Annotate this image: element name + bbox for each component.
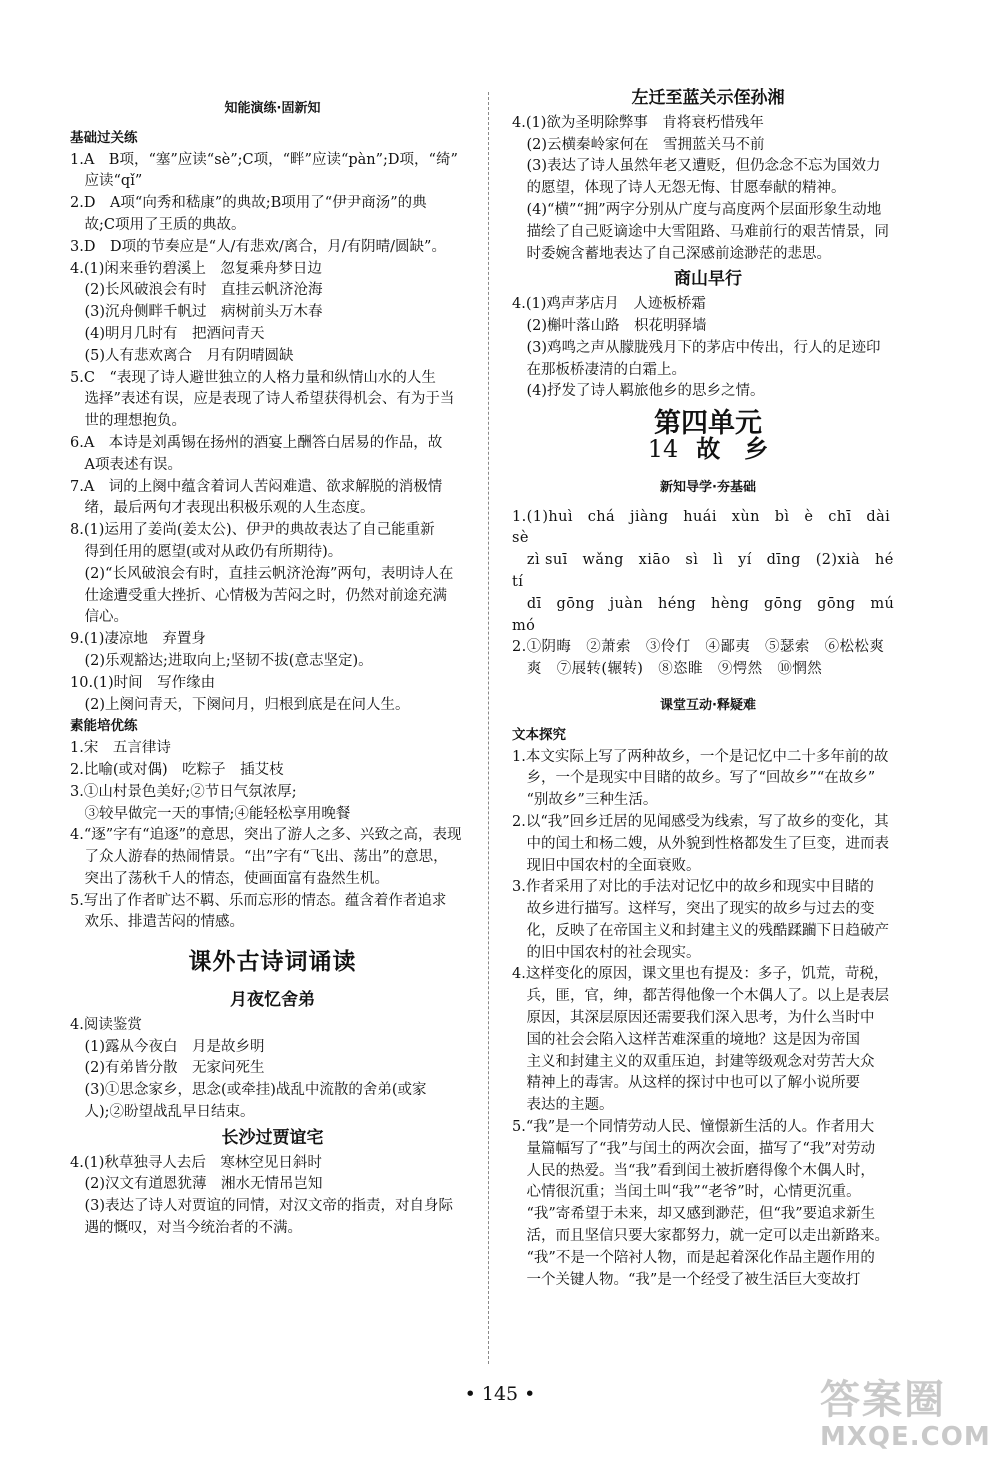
answer-line: 中的闰土和杨二嫂，从外貌到性格都发生了巨变，进而表 (512, 835, 889, 852)
answer-line: 4.(1)欲为圣明除弊事 肯将衰朽惜残年 (512, 114, 764, 131)
answer-line: 的愿望，体现了诗人无怨无悔、甘愿奉献的精神。 (512, 180, 846, 197)
answer-line: (3)表达了诗人虽然年老又遭贬，但仍念念不忘为国效力 (512, 158, 881, 175)
answer-line: 现旧中国农村的全面衰败。 (512, 857, 701, 874)
answer-line: 化，反映了在帝国主义和封建主义的残酷蹂躏下日趋破产 (512, 922, 889, 939)
lesson-number: 14 (647, 434, 679, 463)
answer-line: (5)人有悲欢离合 月有阴晴圆缺 (70, 347, 294, 364)
answer-line: 7.A 词的上阕中蕴含着词人苦闷难遣、欲求解脱的消极情 (70, 478, 443, 495)
answer-line: 原因，其深层原因还需要我们深入思考，为什么当时中 (512, 1010, 875, 1027)
poem-answers-changsha (70, 1153, 475, 1240)
answer-line: (3)沉舟侧畔千帆过 病树前头万木春 (70, 304, 323, 321)
advanced-answer-list (70, 738, 475, 934)
poem-title-shangshan: 商山早行 (674, 269, 742, 290)
answer-line: 爽 ⑦展转(辗转) ⑧恣睢 ⑨愕然 ⑩惘然 (512, 661, 823, 678)
answer-line: 4.(1)闲来垂钓碧溪上 忽复乘舟梦日边 (70, 260, 322, 277)
answer-line: 5.“我”是一个同情劳动人民、憧憬新生活的人。作者用大 (512, 1119, 875, 1136)
answer-line: 2.D A项“向秀和嵇康”的典故;B项用了“伊尹商汤”的典 (70, 195, 427, 212)
answer-line: (3)表达了诗人对贾谊的同情，对汉文帝的指责，对自身际 (70, 1198, 454, 1215)
poem-answers-shangshan (512, 294, 904, 403)
answer-line: (4)明月几时有 把酒问青天 (70, 325, 265, 342)
watermark-bottom-text: MXQE.COM (820, 1422, 991, 1452)
answer-line: 人);②盼望战乱早日结束。 (70, 1104, 255, 1121)
column-divider (488, 92, 489, 1364)
page-number: • 145 • (464, 1383, 536, 1405)
answer-line: 兵，匪，官，绅，都苦得他像一个木偶人了。以上是表层 (512, 988, 889, 1005)
answer-line: 2.比喻(或对偶) 吃粽子 插艾枝 (70, 761, 284, 778)
answer-line: (4)抒发了诗人羁旅他乡的思乡之情。 (512, 383, 765, 400)
answer-line: 精神上的毒害。从这样的探讨中也可以了解小说所要 (512, 1075, 860, 1092)
answer-line: 故乡进行描写。这样写，突出了现实的故乡与过去的变 (512, 901, 875, 918)
answer-line: (2)长风破浪会有时 直挂云帆济沧海 (70, 282, 323, 299)
answer-line: (3)鸡鸣之声从朦胧残月下的茅店中传出，行人的足迹印 (512, 339, 881, 356)
extra-reading-title: 课外古诗词诵读 (188, 949, 357, 976)
left-column (70, 88, 475, 1240)
unit-title: 第四单元 (654, 408, 762, 440)
answer-line: 6.A 本诗是刘禹锡在扬州的酒宴上酬答白居易的作品，故 (70, 434, 443, 451)
answer-line: 表达的主题。 (512, 1097, 614, 1114)
answer-line: (4)“横”“拥”两字分别从广度与高度两个层面形象生动地 (512, 201, 882, 218)
advanced-header: 素能培优练 (70, 718, 138, 735)
answer-line: 5.C “表现了诗人避世独立的人格力量和纵情山水的人生 (70, 369, 436, 386)
lesson-heading (512, 434, 904, 463)
poem-title-zuoqian: 左迁至蓝关示侄孙湘 (631, 88, 785, 108)
answer-line: 的旧中国农村的社会现实。 (512, 944, 701, 961)
answer-line: (2)云横秦岭家何在 雪拥蓝关马不前 (512, 136, 765, 153)
answer-line: (2)“长风破浪会有时，直挂云帆济沧海”两句，表明诗人在 (70, 565, 454, 582)
answer-line: 4.这样变化的原因，课文里也有提及：多子，饥荒，苛税， (512, 966, 889, 983)
watermark-logo (820, 1378, 995, 1456)
answer-line: ③较早做完一天的事情;④能轻松享用晚餐 (70, 805, 351, 822)
answer-line: 3.①山村景色美好;②节日气氛浓厚; (70, 783, 297, 800)
answer-line: 欢乐、排遣苦闷的情感。 (70, 914, 244, 931)
lesson-title: 故 乡 (696, 434, 769, 463)
answer-line: (2)有弟皆分散 无家问死生 (70, 1060, 265, 1077)
answer-line: (2)上阕问青天，下阕问月，归根到底是在问人生。 (70, 696, 410, 713)
answer-line: 1.宋 五言律诗 (70, 740, 171, 757)
answer-line: 4.(1)鸡声茅店月 人迹板桥霜 (512, 296, 706, 313)
answer-line: 国的社会会陷入这样苦难深重的境地？这是因为帝国 (512, 1031, 860, 1048)
answer-line: 乡，一个是现实中目睹的故乡。写了“回故乡”“在故乡” (512, 770, 876, 787)
poem-title-changsha: 长沙过贾谊宅 (221, 1127, 324, 1148)
answer-line: 了众人游春的热闹情景。“出”字有“飞出、荡出”的意思， (70, 849, 448, 866)
answer-line: 在那板桥凄清的白霜上。 (512, 361, 686, 378)
answer-line: 2.①阴晦 ②萧索 ③伶仃 ④鄙夷 ⑤瑟索 ⑥松松爽 (512, 639, 885, 656)
section-title-zhineng: 知能演练·固新知 (224, 101, 321, 116)
pinyin-answer-list (512, 507, 910, 681)
answer-line: (2)乐观豁达;进取向上;坚韧不拔(意志坚定)。 (70, 652, 373, 669)
answer-line: 世的理想抱负。 (70, 413, 186, 430)
watermark-top-text: 答案圈 (820, 1377, 946, 1423)
answer-line: 8.(1)运用了姜尚(姜太公)、伊尹的典故表达了自己能重新 (70, 522, 435, 539)
answer-line: 描绘了自己贬谪途中大雪阻路、马难前行的艰苦情景，同 (512, 223, 889, 240)
answer-line: zì suī wǎng xiāo sì lì yí dīng (2)xià hé tí (512, 552, 909, 590)
answer-line: A项表述有误。 (70, 456, 182, 473)
answer-line: 1.A B项，“塞”应读“sè”;C项，“畔”应读“pàn”;D项，“绮” (70, 151, 458, 168)
answer-line: 仕途遭受重大挫折、心情极为苦闷之时，仍然对前途充满 (70, 587, 447, 604)
poem-answers-yueye (70, 1015, 475, 1124)
answer-line: 应读“qǐ” (70, 173, 143, 190)
answer-line: 突出了荡秋千人的情态，使画面富有盎然生机。 (70, 870, 389, 887)
answer-line: 遇的慨叹，对当今统治者的不满。 (70, 1220, 302, 1237)
answer-line: (2)汉文有道恩犹薄 湘水无情吊岂知 (70, 1176, 323, 1193)
answer-line: 2.以“我”回乡迁居的见闻感受为线索，写了故乡的变化，其 (512, 813, 889, 830)
answer-line: 一个关键人物。“我”是一个经受了被生活巨大变故打 (512, 1271, 861, 1288)
basic-answer-list (70, 150, 475, 717)
answer-line: 信心。 (70, 609, 128, 626)
answer-line: 1.(1)huì chá jiàng huái xùn bì è chī dài sè (512, 508, 906, 547)
answer-line: 3.D D项的节奏应是“人/有悲欢/离合，月/有阴晴/圆缺”。 (70, 238, 446, 255)
right-column (512, 88, 910, 1291)
answer-line: (3)①思念家乡，思念(或牵挂)战乱中流散的舍弟(或家 (70, 1082, 427, 1099)
answer-line: 10.(1)时间 写作缘由 (70, 674, 216, 691)
answer-line: 心情很沉重；当闰土叫“我”“老爷”时，心情更沉重。 (512, 1184, 861, 1201)
answer-line: “别故乡”三种生活。 (512, 792, 658, 809)
answer-line: 4.阅读鉴赏 (70, 1016, 142, 1033)
answer-line: dī gōng juàn héng hèng gōng gōng mú mó (512, 595, 910, 634)
answer-line: 5.写出了作者旷达不羁、乐而忘形的情态。蕴含着作者追求 (70, 892, 447, 909)
answer-line: “我”寄希望于未来，却又感到渺茫，但“我”要追求新生 (512, 1206, 876, 1223)
answer-line: 1.本文实际上写了两种故乡，一个是记忆中二十多年前的故 (512, 748, 889, 765)
answer-line: 人民的热爱。当“我”看到闰土被折磨得像个木偶人时， (512, 1162, 875, 1179)
answer-line: 活，而且坚信只要大家都努力，就一定可以走出新路来。 (512, 1228, 889, 1245)
answer-line: 主义和封建主义的双重压迫，封建等级观念对劳苦大众 (512, 1053, 875, 1070)
answer-line: “我”不是一个陪衬人物，而是起着深化作品主题作用的 (512, 1249, 875, 1266)
answer-line: 得到任用的愿望(或对从政仍有所期待)。 (70, 543, 343, 560)
poem-title-yueye: 月夜忆舍弟 (230, 990, 315, 1011)
answer-line: 9.(1)凄凉地 弃置身 (70, 631, 206, 648)
answer-line: 3.作者采用了对比的手法对记忆中的故乡和现实中目睹的 (512, 879, 874, 896)
answer-line: 4.“逐”字有“追逐”的意思，突出了游人之多、兴致之高，表现 (70, 827, 462, 844)
answer-line: (2)槲叶落山路 枳花明驿墙 (512, 317, 707, 334)
text-explore-header: 文本探究 (512, 726, 566, 743)
answer-line: 量篇幅写了“我”与闰土的两次会面，描写了“我”对劳动 (512, 1140, 876, 1157)
answer-line: (1)露从今夜白 月是故乡明 (70, 1038, 265, 1055)
answer-line: 时委婉含蓄地表达了自己深感前途渺茫的悲思。 (512, 245, 831, 262)
section-title-ketang: 课堂互动·释疑难 (660, 697, 756, 713)
answer-line: 故;C项用了王质的典故。 (70, 216, 246, 233)
answer-line: 选择”表述有误，应是表现了诗人希望获得机会、有为于当 (70, 391, 455, 408)
poem-answers-zuoqian (512, 113, 904, 266)
section-title-xinzhi: 新知导学·夯基础 (660, 479, 756, 495)
answer-line: 绪，最后两句才表现出积极乐观的人生态度。 (70, 500, 375, 517)
answer-line: 4.(1)秋草独寻人去后 寒林空见日斜时 (70, 1154, 322, 1171)
basic-header: 基础过关练 (70, 129, 138, 146)
text-explore-list (512, 747, 904, 1292)
